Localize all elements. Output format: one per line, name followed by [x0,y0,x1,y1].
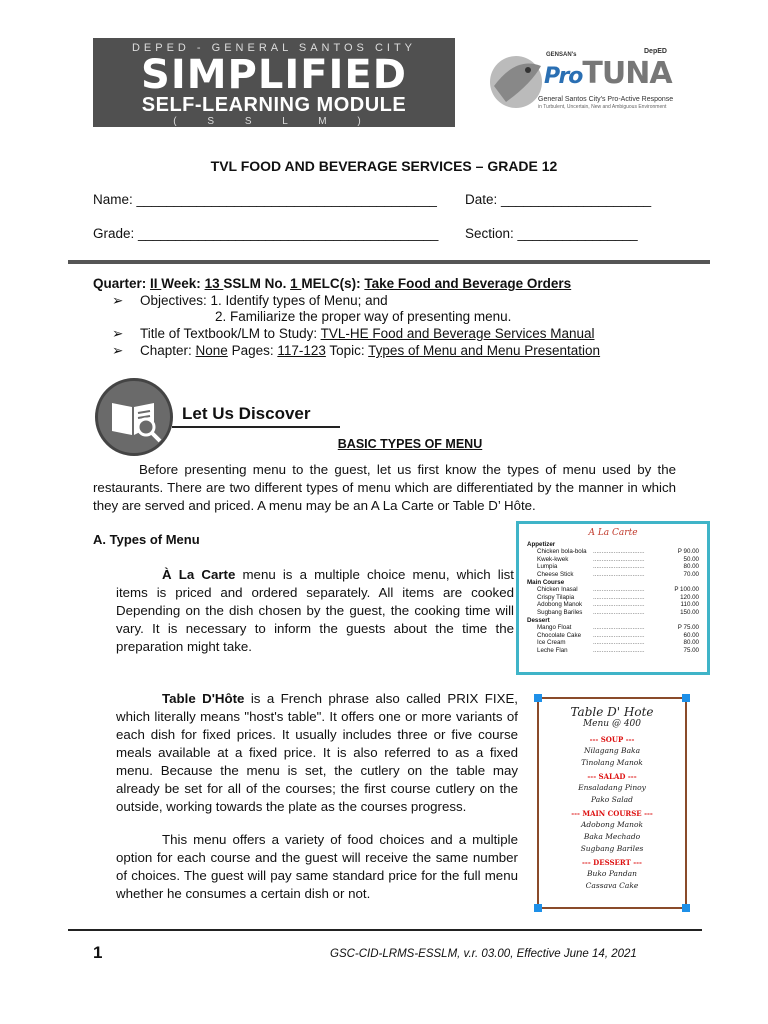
course-item: Buko Pandan [587,869,637,878]
menu-item-row [527,601,699,609]
course-item: Tinolang Manok [581,758,643,767]
types-of-menu-heading: A. Types of Menu [93,532,200,547]
discover-underline [172,426,340,428]
banner-top-text: DEPED - GENERAL SANTOS CITY [131,42,417,54]
dot-leader: .............................. [593,631,645,639]
topic-label: Topic: [325,343,369,358]
textbook-value: TVL-HE Food and Beverage Services Manual [320,326,595,341]
banner-mid-text: SELF-LEARNING MODULE [141,94,407,116]
menu-section-heading: Dessert [527,616,550,624]
course-item: Cassava Cake [585,881,639,890]
logo-pro-text: Pro [544,64,583,89]
week-value: 13 [204,276,224,291]
arrow-bullet-icon: ➢ [112,326,124,341]
section-subtitle: BASIC TYPES OF MENU [337,437,483,451]
menu-item-row [527,639,699,647]
course-item: Pako Salad [591,795,633,804]
menu-item-price: 150.00 [680,608,699,616]
menu-item-price: 75.00 [683,646,699,654]
menu-item-name: Leche Flan [537,646,568,654]
tdh-card-price: Menu @ 400 [582,719,642,729]
chapter-line [112,343,600,359]
objective-1-text: Objectives: 1. Identify types of Menu; and [140,293,388,308]
melc-label: MELC(s): [301,276,365,291]
dot-leader: .............................. [593,601,645,609]
menu-item-row [527,624,699,632]
course-heading: --- MAIN COURSE --- [571,809,653,818]
module-banner [93,38,455,127]
menu-item-name: Mango Float [537,624,572,632]
dot-leader: .............................. [593,570,645,578]
arrow-bullet-icon: ➢ [112,343,124,358]
menu-item-name: Chocolate Cake [537,631,582,639]
menu-item-price: 60.00 [683,631,699,639]
dot-leader: .............................. [593,548,645,556]
dot-leader: .............................. [593,608,645,616]
quarter-line [93,276,571,291]
footer-code: GSC-CID-LRMS-ESSLM, v.r. 03.00, Effective June 14, 2021 [330,948,637,960]
pages-label: Pages: [227,343,278,358]
tdh-card-title: Table D' Hote [570,705,654,719]
menu-item-row [527,563,699,571]
menu-section-heading: Main Course [527,578,565,586]
tdh-description: is a French phrase also called PRIX FIXE, which literally means "host's table". It offers one or more variants of each dish for fixed prices. It usually includes three or five course meals available at a fixed price. It is also referred to as a fixed menu. Because the menu is set, the cutlery on the table may already be set for all of the courses; the first course cutlery on the outside, working towards the plate as the courses progress. [116,691,519,814]
dot-leader: .............................. [593,646,645,654]
protuna-logo [486,40,686,126]
menu-item-row [527,571,699,579]
alacarte-paragraph [116,566,514,656]
grade-field[interactable]: Grade: ________________________________________ [93,226,439,241]
menu-item-name: Crispy Tilapia [537,593,575,601]
textbook-label: Title of Textbook/LM to Study: [140,326,321,341]
intro-paragraph: Before presenting menu to the guest, let us first know the types of menu used by the restaurants. There are two different types of menu which are differentiated by the manner in which they are served and priced. A menu may be an A La Carte or Table D’ Hôte. [93,462,676,513]
chapter-label: Chapter: [140,343,196,358]
logo-gensan-text: GENSAN's [546,52,577,58]
textbook-line [112,326,595,342]
menu-item-name: Ice Cream [537,639,566,647]
corner-marker [682,694,690,702]
tuna-fish-icon [486,46,546,116]
corner-marker [534,904,542,912]
name-field[interactable]: Name: ________________________________________ [93,192,437,207]
dot-leader: .............................. [593,563,645,571]
tdh-term: Table D'Hôte [162,691,245,706]
menu-item-price: P 75.00 [677,624,699,632]
menu-item-price: 50.00 [683,555,699,563]
page-title: TVL FOOD AND BEVERAGE SERVICES – GRADE 12 [210,158,558,174]
quarter-label: Quarter: [93,276,151,291]
logo-tagline: General Santos City's Pro-Active Response [538,96,674,103]
objective-2: 2. Familiarize the proper way of presenting menu. [215,309,512,324]
header-divider [68,260,710,264]
pages-value: 117-123 [277,343,326,358]
table-dhote-menu-card [537,697,687,909]
alacarte-description: menu is a multiple choice menu, which list items is priced and ordered separately. All items are cooked Depending on the dish chosen by the guest, the cooking time will vary. It is necessary to inform the guests about the time the preparation might take. [116,567,514,654]
sslm-value: 1 [290,276,302,291]
menu-section-heading: Appetizer [527,540,556,548]
menu-item-row [527,556,699,564]
section-field[interactable]: Section: ________________ [465,226,638,241]
course-heading: --- SOUP --- [589,735,635,744]
corner-marker [682,904,690,912]
menu-item-row [527,632,699,640]
dot-leader: .............................. [593,639,645,647]
menu-item-name: Chicken bola-bola [537,548,587,556]
course-heading: --- DESSERT --- [582,858,642,867]
menu-item-name: Chicken Inasal [537,586,578,594]
logo-tuna-text: TUNA [582,56,672,91]
course-item: Nilagang Baka [583,746,641,755]
discover-title: Let Us Discover [182,404,311,423]
week-label: Week: [161,276,205,291]
course-item: Baka Mechado [583,832,641,841]
date-field[interactable]: Date: ____________________ [465,192,652,207]
arrow-bullet-icon: ➢ [112,293,124,308]
menu-item-price: P 100.00 [674,586,699,594]
menu-item-name: Sugbang Bariles [537,608,583,616]
menu-item-price: 110.00 [680,601,699,609]
course-heading: --- SALAD --- [587,772,637,781]
menu-item-price: P 90.00 [677,548,699,556]
page-number: 1 [93,943,103,962]
tdh-paragraph [116,690,518,816]
topic-value: Types of Menu and Menu Presentation [368,343,601,358]
sslm-label: SSLM No. [223,276,291,291]
course-item: Adobong Manok [580,820,644,829]
melc-value: Take Food and Beverage Orders [364,276,572,291]
banner-sslm-text: ( S S L M ) [173,116,375,127]
alacarte-menu-card [516,521,710,675]
dot-leader: .............................. [593,624,645,632]
menu-item-row [527,609,699,617]
menu-item-price: 80.00 [683,563,699,571]
menu-item-name: Adobong Manok [537,601,583,609]
course-item: Sugbang Bariles [580,844,644,853]
menu-item-name: Kwek-kwek [537,555,569,563]
corner-marker [534,694,542,702]
menu-item-row [527,647,699,655]
menu-item-row [527,594,699,602]
logo-subtagline: in Turbulent, Uncertain, New and Ambiguous Environment [538,104,667,110]
menu-item-price: 80.00 [683,639,699,647]
logo-protuna-text [544,56,672,91]
menu-item-row [527,586,699,594]
banner-big-text: SIMPLIFIED [141,52,407,98]
menu-item-name: Cheese Stick [537,570,574,578]
dot-leader: .............................. [593,593,645,601]
tdh-paragraph-2: This menu offers a variety of food choices and a multiple option for each course and the guest will receive the same number of choices. The guest will pay same standard price for the full menu whether he consumes a certain dish or not. [116,832,518,901]
menu-item-name: Lumpia [537,563,558,571]
logo-deped-text: DepED [644,48,667,55]
menu-item-row [527,548,699,556]
footer-divider [68,929,702,931]
menu-item-price: 70.00 [683,570,699,578]
menu-item-price: 120.00 [680,593,699,601]
alacarte-card-title: A La Carte [588,528,638,538]
objective-1 [112,293,388,309]
quarter-value: II [150,276,162,291]
dot-leader: .............................. [593,586,645,594]
chapter-value: None [195,343,228,358]
alacarte-term: À La Carte [162,567,236,582]
dot-leader: .............................. [593,555,645,563]
course-item: Ensaladang Pinoy [578,783,646,792]
